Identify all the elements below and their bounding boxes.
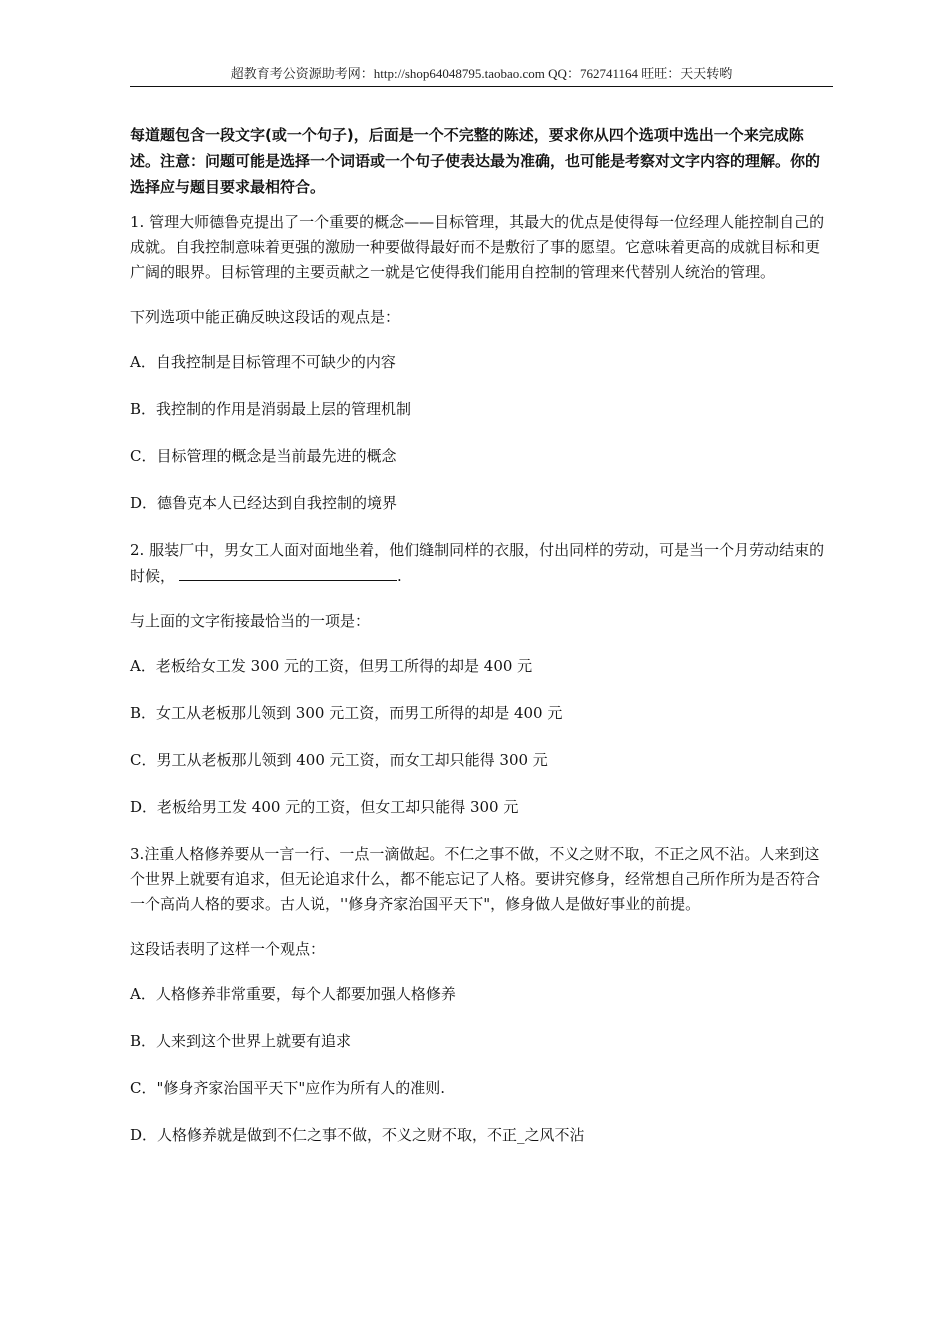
document-body xyxy=(130,122,833,1170)
fill-in-blank xyxy=(179,563,397,581)
question-2-option-d: D．老板给男工发 400 元的工资，但女工却只能得 300 元 xyxy=(130,798,519,816)
question-body-end: . xyxy=(397,567,402,585)
question-1-option-c: C．目标管理的概念是当前最先进的概念 xyxy=(130,447,397,465)
question-2-option-b: B．女工从老板那儿领到 300 元工资，而男工所得的却是 400 元 xyxy=(130,704,563,722)
question-1-prompt: 下列选项中能正确反映这段话的观点是： xyxy=(130,308,401,326)
question-3-option-a: A．人格修养非常重要，每个人都要加强人格修养 xyxy=(130,985,456,1003)
question-1-text xyxy=(130,210,833,285)
question-1-option-b: B．我控制的作用是消弱最上层的管理机制 xyxy=(130,400,412,418)
page-header: 超教育考公资源助考网：http://shop64048795.taobao.com QQ：762741164 旺旺：天天转哟 xyxy=(130,62,833,87)
question-2-text xyxy=(130,538,833,589)
question-2-prompt: 与上面的文字衔接最恰当的一项是： xyxy=(130,612,371,630)
question-1-option-d: D．德鲁克本人已经达到自我控制的境界 xyxy=(130,494,398,512)
question-3-option-b: B．人来到这个世界上就要有追求 xyxy=(130,1032,352,1050)
question-1-option-a: A．自我控制是目标管理不可缺少的内容 xyxy=(130,353,396,371)
question-2-option-c: C．男工从老板那儿领到 400 元工资，而女工却只能得 300 元 xyxy=(130,751,548,769)
question-body: 注重人格修养要从一言一行、一点一滴做起。不仁之事不做，不义之财不取，不正之风不沾。人来到这个世界上就要有追求，但无论追求什么，都不能忘记了人格。要讲究修身，经常想自己所作所为是否符合一个高尚人格的要求。古人说，''修身齐家治国平天下"，修身做人是做好事业的前提。 xyxy=(130,845,821,913)
question-3-prompt: 这段话表明了这样一个观点： xyxy=(130,940,326,958)
question-number: 3. xyxy=(130,845,145,863)
question-3-option-c: C．"修身齐家治国平天下"应作为所有人的准则. xyxy=(130,1079,446,1097)
instruction-text: 每道题包含一段文字(或一个句子)，后面是一个不完整的陈述，要求你从四个选项中选出一个来完成陈述。注意：问题可能是选择一个词语或一个句子使表达最为准确，也可能是考察对文字内容的理解。你的选择应与题目要求最相符合。 xyxy=(130,126,821,196)
question-number: 1. xyxy=(130,213,145,231)
question-3-text xyxy=(130,842,833,917)
question-number: 2. xyxy=(130,541,145,559)
question-body: 管理大师德鲁克提出了一个重要的概念——目标管理，其最大的优点是使得每一位经理人能控制自己的成就。自我控制意味着更强的激励一种要做得最好而不是敷衍了事的愿望。它意味着更高的成就目标和更广阔的眼界。目标管理的主要贡献之一就是它使得我们能用自控制的管理来代替别人统治的管理。 xyxy=(130,213,825,281)
question-3-option-d: D．人格修养就是做到不仁之事不做，不义之财不取，不正_之风不沾 xyxy=(130,1126,585,1144)
question-2-option-a: A．老板给女工发 300 元的工资，但男工所得的却是 400 元 xyxy=(130,657,533,675)
question-body: 服装厂中，男女工人面对面地坐着，他们缝制同样的衣服，付出同样的劳动，可是当一个月劳动结束的时候， xyxy=(130,541,825,585)
